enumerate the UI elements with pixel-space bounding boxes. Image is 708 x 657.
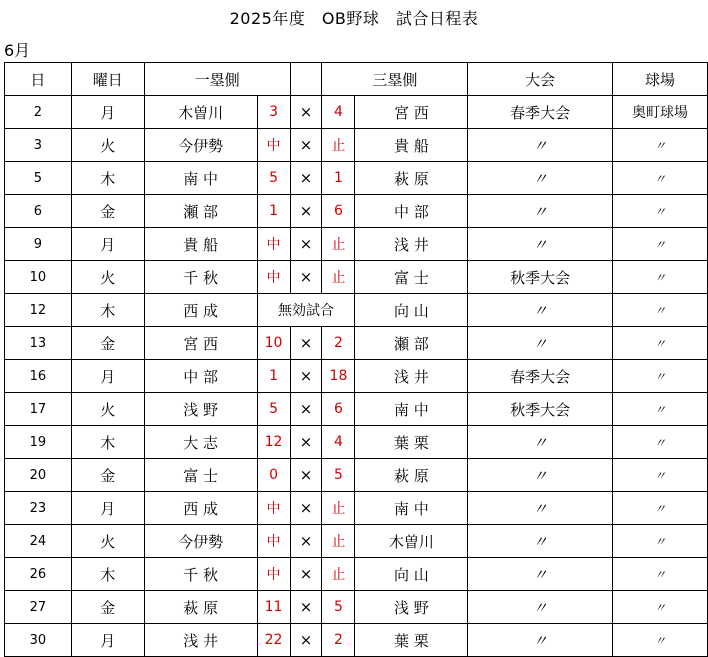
versus-mark: × — [290, 327, 322, 360]
first-base-team: 貴 船 — [144, 228, 257, 261]
third-base-score: 2 — [322, 624, 355, 657]
tournament-cell: 〃 — [468, 129, 613, 162]
table-row — [5, 360, 708, 393]
header-weekday: 曜日 — [71, 63, 144, 96]
third-base-score: 2 — [322, 327, 355, 360]
third-base-team: 南 中 — [355, 492, 468, 525]
header-stadium: 球場 — [613, 63, 708, 96]
stadium-cell: 〃 — [613, 228, 708, 261]
first-base-score: 1 — [257, 360, 290, 393]
table-row — [5, 525, 708, 558]
third-base-score: 18 — [322, 360, 355, 393]
weekday-cell: 月 — [71, 96, 144, 129]
third-base-team: 南 中 — [355, 393, 468, 426]
weekday-cell: 月 — [71, 228, 144, 261]
tournament-cell: 〃 — [468, 162, 613, 195]
weekday-cell: 月 — [71, 492, 144, 525]
header-first-base: 一塁側 — [144, 63, 290, 96]
first-base-team: 千 秋 — [144, 261, 257, 294]
tournament-cell: 春季大会 — [468, 96, 613, 129]
third-base-team: 向 山 — [355, 558, 468, 591]
stadium-cell: 奥町球場 — [613, 96, 708, 129]
weekday-cell: 木 — [71, 162, 144, 195]
versus-mark: × — [290, 591, 322, 624]
first-base-score: 3 — [257, 96, 290, 129]
stadium-cell: 〃 — [613, 492, 708, 525]
first-base-score: 中 — [257, 558, 290, 591]
table-row — [5, 393, 708, 426]
day-cell: 24 — [5, 525, 72, 558]
first-base-team: 萩 原 — [144, 591, 257, 624]
first-base-score: 22 — [257, 624, 290, 657]
header-third-base: 三塁側 — [322, 63, 468, 96]
tournament-cell: 春季大会 — [468, 360, 613, 393]
stadium-cell: 〃 — [613, 360, 708, 393]
tournament-cell: 秋季大会 — [468, 393, 613, 426]
versus-mark: × — [290, 558, 322, 591]
third-base-team: 瀬 部 — [355, 327, 468, 360]
third-base-team: 宮 西 — [355, 96, 468, 129]
first-base-team: 西 成 — [144, 492, 257, 525]
versus-mark: × — [290, 162, 322, 195]
void-game-cell: 無効試合 — [257, 294, 355, 327]
day-cell: 20 — [5, 459, 72, 492]
header-vs — [290, 63, 322, 96]
third-base-team: 貴 船 — [355, 129, 468, 162]
stadium-cell: 〃 — [613, 558, 708, 591]
versus-mark: × — [290, 228, 322, 261]
day-cell: 13 — [5, 327, 72, 360]
day-cell: 26 — [5, 558, 72, 591]
weekday-cell: 木 — [71, 426, 144, 459]
versus-mark: × — [290, 624, 322, 657]
day-cell: 10 — [5, 261, 72, 294]
day-cell: 6 — [5, 195, 72, 228]
third-base-score: 4 — [322, 96, 355, 129]
tournament-cell: 〃 — [468, 327, 613, 360]
weekday-cell: 火 — [71, 129, 144, 162]
day-cell: 3 — [5, 129, 72, 162]
versus-mark: × — [290, 525, 322, 558]
first-base-score: 5 — [257, 393, 290, 426]
first-base-score: 5 — [257, 162, 290, 195]
stadium-cell: 〃 — [613, 459, 708, 492]
table-row — [5, 96, 708, 129]
tournament-cell: 〃 — [468, 558, 613, 591]
third-base-team: 萩 原 — [355, 162, 468, 195]
stadium-cell: 〃 — [613, 129, 708, 162]
weekday-cell: 金 — [71, 591, 144, 624]
tournament-cell: 〃 — [468, 228, 613, 261]
versus-mark: × — [290, 261, 322, 294]
table-row — [5, 195, 708, 228]
third-base-score: 止 — [322, 228, 355, 261]
versus-mark: × — [290, 360, 322, 393]
third-base-team: 浅 野 — [355, 591, 468, 624]
versus-mark: × — [290, 129, 322, 162]
stadium-cell: 〃 — [613, 195, 708, 228]
first-base-team: 西 成 — [144, 294, 257, 327]
table-row — [5, 162, 708, 195]
third-base-score: 止 — [322, 558, 355, 591]
table-row — [5, 129, 708, 162]
day-cell: 9 — [5, 228, 72, 261]
third-base-score: 止 — [322, 525, 355, 558]
first-base-team: 千 秋 — [144, 558, 257, 591]
schedule-table — [4, 62, 708, 657]
tournament-cell: 〃 — [468, 492, 613, 525]
stadium-cell: 〃 — [613, 294, 708, 327]
table-row — [5, 261, 708, 294]
versus-mark: × — [290, 492, 322, 525]
stadium-cell: 〃 — [613, 261, 708, 294]
third-base-team: 木曽川 — [355, 525, 468, 558]
stadium-cell: 〃 — [613, 327, 708, 360]
first-base-team: 浅 井 — [144, 624, 257, 657]
weekday-cell: 金 — [71, 195, 144, 228]
tournament-cell: 〃 — [468, 459, 613, 492]
tournament-cell: 〃 — [468, 195, 613, 228]
weekday-cell: 金 — [71, 459, 144, 492]
first-base-team: 今伊勢 — [144, 129, 257, 162]
third-base-team: 富 士 — [355, 261, 468, 294]
third-base-team: 浅 井 — [355, 228, 468, 261]
third-base-score: 5 — [322, 459, 355, 492]
versus-mark: × — [290, 426, 322, 459]
day-cell: 12 — [5, 294, 72, 327]
stadium-cell: 〃 — [613, 591, 708, 624]
third-base-score: 1 — [322, 162, 355, 195]
tournament-cell: 〃 — [468, 294, 613, 327]
first-base-score: 12 — [257, 426, 290, 459]
weekday-cell: 金 — [71, 327, 144, 360]
weekday-cell: 月 — [71, 624, 144, 657]
table-row — [5, 492, 708, 525]
stadium-cell: 〃 — [613, 393, 708, 426]
first-base-team: 南 中 — [144, 162, 257, 195]
versus-mark: × — [290, 96, 322, 129]
third-base-team: 萩 原 — [355, 459, 468, 492]
first-base-score: 中 — [257, 261, 290, 294]
first-base-score: 中 — [257, 525, 290, 558]
month-label: 6月 — [4, 41, 31, 60]
third-base-score: 6 — [322, 195, 355, 228]
weekday-cell: 木 — [71, 294, 144, 327]
third-base-score: 6 — [322, 393, 355, 426]
schedule-rows — [5, 96, 708, 657]
table-row — [5, 228, 708, 261]
stadium-cell: 〃 — [613, 426, 708, 459]
first-base-team: 浅 野 — [144, 393, 257, 426]
stadium-cell: 〃 — [613, 162, 708, 195]
first-base-team: 木曽川 — [144, 96, 257, 129]
third-base-score: 止 — [322, 129, 355, 162]
day-cell: 23 — [5, 492, 72, 525]
third-base-team: 向 山 — [355, 294, 468, 327]
versus-mark: × — [290, 393, 322, 426]
header-day: 日 — [5, 63, 72, 96]
first-base-team: 富 士 — [144, 459, 257, 492]
first-base-score: 1 — [257, 195, 290, 228]
first-base-score: 中 — [257, 228, 290, 261]
header-row — [5, 63, 708, 96]
first-base-team: 大 志 — [144, 426, 257, 459]
weekday-cell: 月 — [71, 360, 144, 393]
day-cell: 30 — [5, 624, 72, 657]
day-cell: 5 — [5, 162, 72, 195]
table-row — [5, 459, 708, 492]
first-base-score: 中 — [257, 129, 290, 162]
table-row — [5, 426, 708, 459]
day-cell: 16 — [5, 360, 72, 393]
third-base-score: 5 — [322, 591, 355, 624]
day-cell: 2 — [5, 96, 72, 129]
table-row — [5, 327, 708, 360]
third-base-team: 葉 栗 — [355, 624, 468, 657]
table-row — [5, 624, 708, 657]
table-row — [5, 294, 708, 327]
weekday-cell: 火 — [71, 393, 144, 426]
stadium-cell: 〃 — [613, 525, 708, 558]
first-base-team: 瀬 部 — [144, 195, 257, 228]
table-row — [5, 591, 708, 624]
tournament-cell: 〃 — [468, 624, 613, 657]
third-base-team: 葉 栗 — [355, 426, 468, 459]
third-base-score: 4 — [322, 426, 355, 459]
versus-mark: × — [290, 195, 322, 228]
tournament-cell: 〃 — [468, 525, 613, 558]
third-base-team: 浅 井 — [355, 360, 468, 393]
first-base-score: 11 — [257, 591, 290, 624]
third-base-team: 中 部 — [355, 195, 468, 228]
versus-mark: × — [290, 459, 322, 492]
header-tournament: 大会 — [468, 63, 613, 96]
first-base-team: 中 部 — [144, 360, 257, 393]
first-base-team: 今伊勢 — [144, 525, 257, 558]
day-cell: 19 — [5, 426, 72, 459]
third-base-score: 止 — [322, 261, 355, 294]
weekday-cell: 木 — [71, 558, 144, 591]
stadium-cell: 〃 — [613, 624, 708, 657]
first-base-score: 10 — [257, 327, 290, 360]
tournament-cell: 〃 — [468, 591, 613, 624]
day-cell: 27 — [5, 591, 72, 624]
page-title: 2025年度 OB野球 試合日程表 — [229, 9, 479, 28]
tournament-cell: 〃 — [468, 426, 613, 459]
first-base-team: 宮 西 — [144, 327, 257, 360]
weekday-cell: 火 — [71, 261, 144, 294]
weekday-cell: 火 — [71, 525, 144, 558]
first-base-score: 中 — [257, 492, 290, 525]
first-base-score: 0 — [257, 459, 290, 492]
day-cell: 17 — [5, 393, 72, 426]
table-row — [5, 558, 708, 591]
third-base-score: 止 — [322, 492, 355, 525]
tournament-cell: 秋季大会 — [468, 261, 613, 294]
